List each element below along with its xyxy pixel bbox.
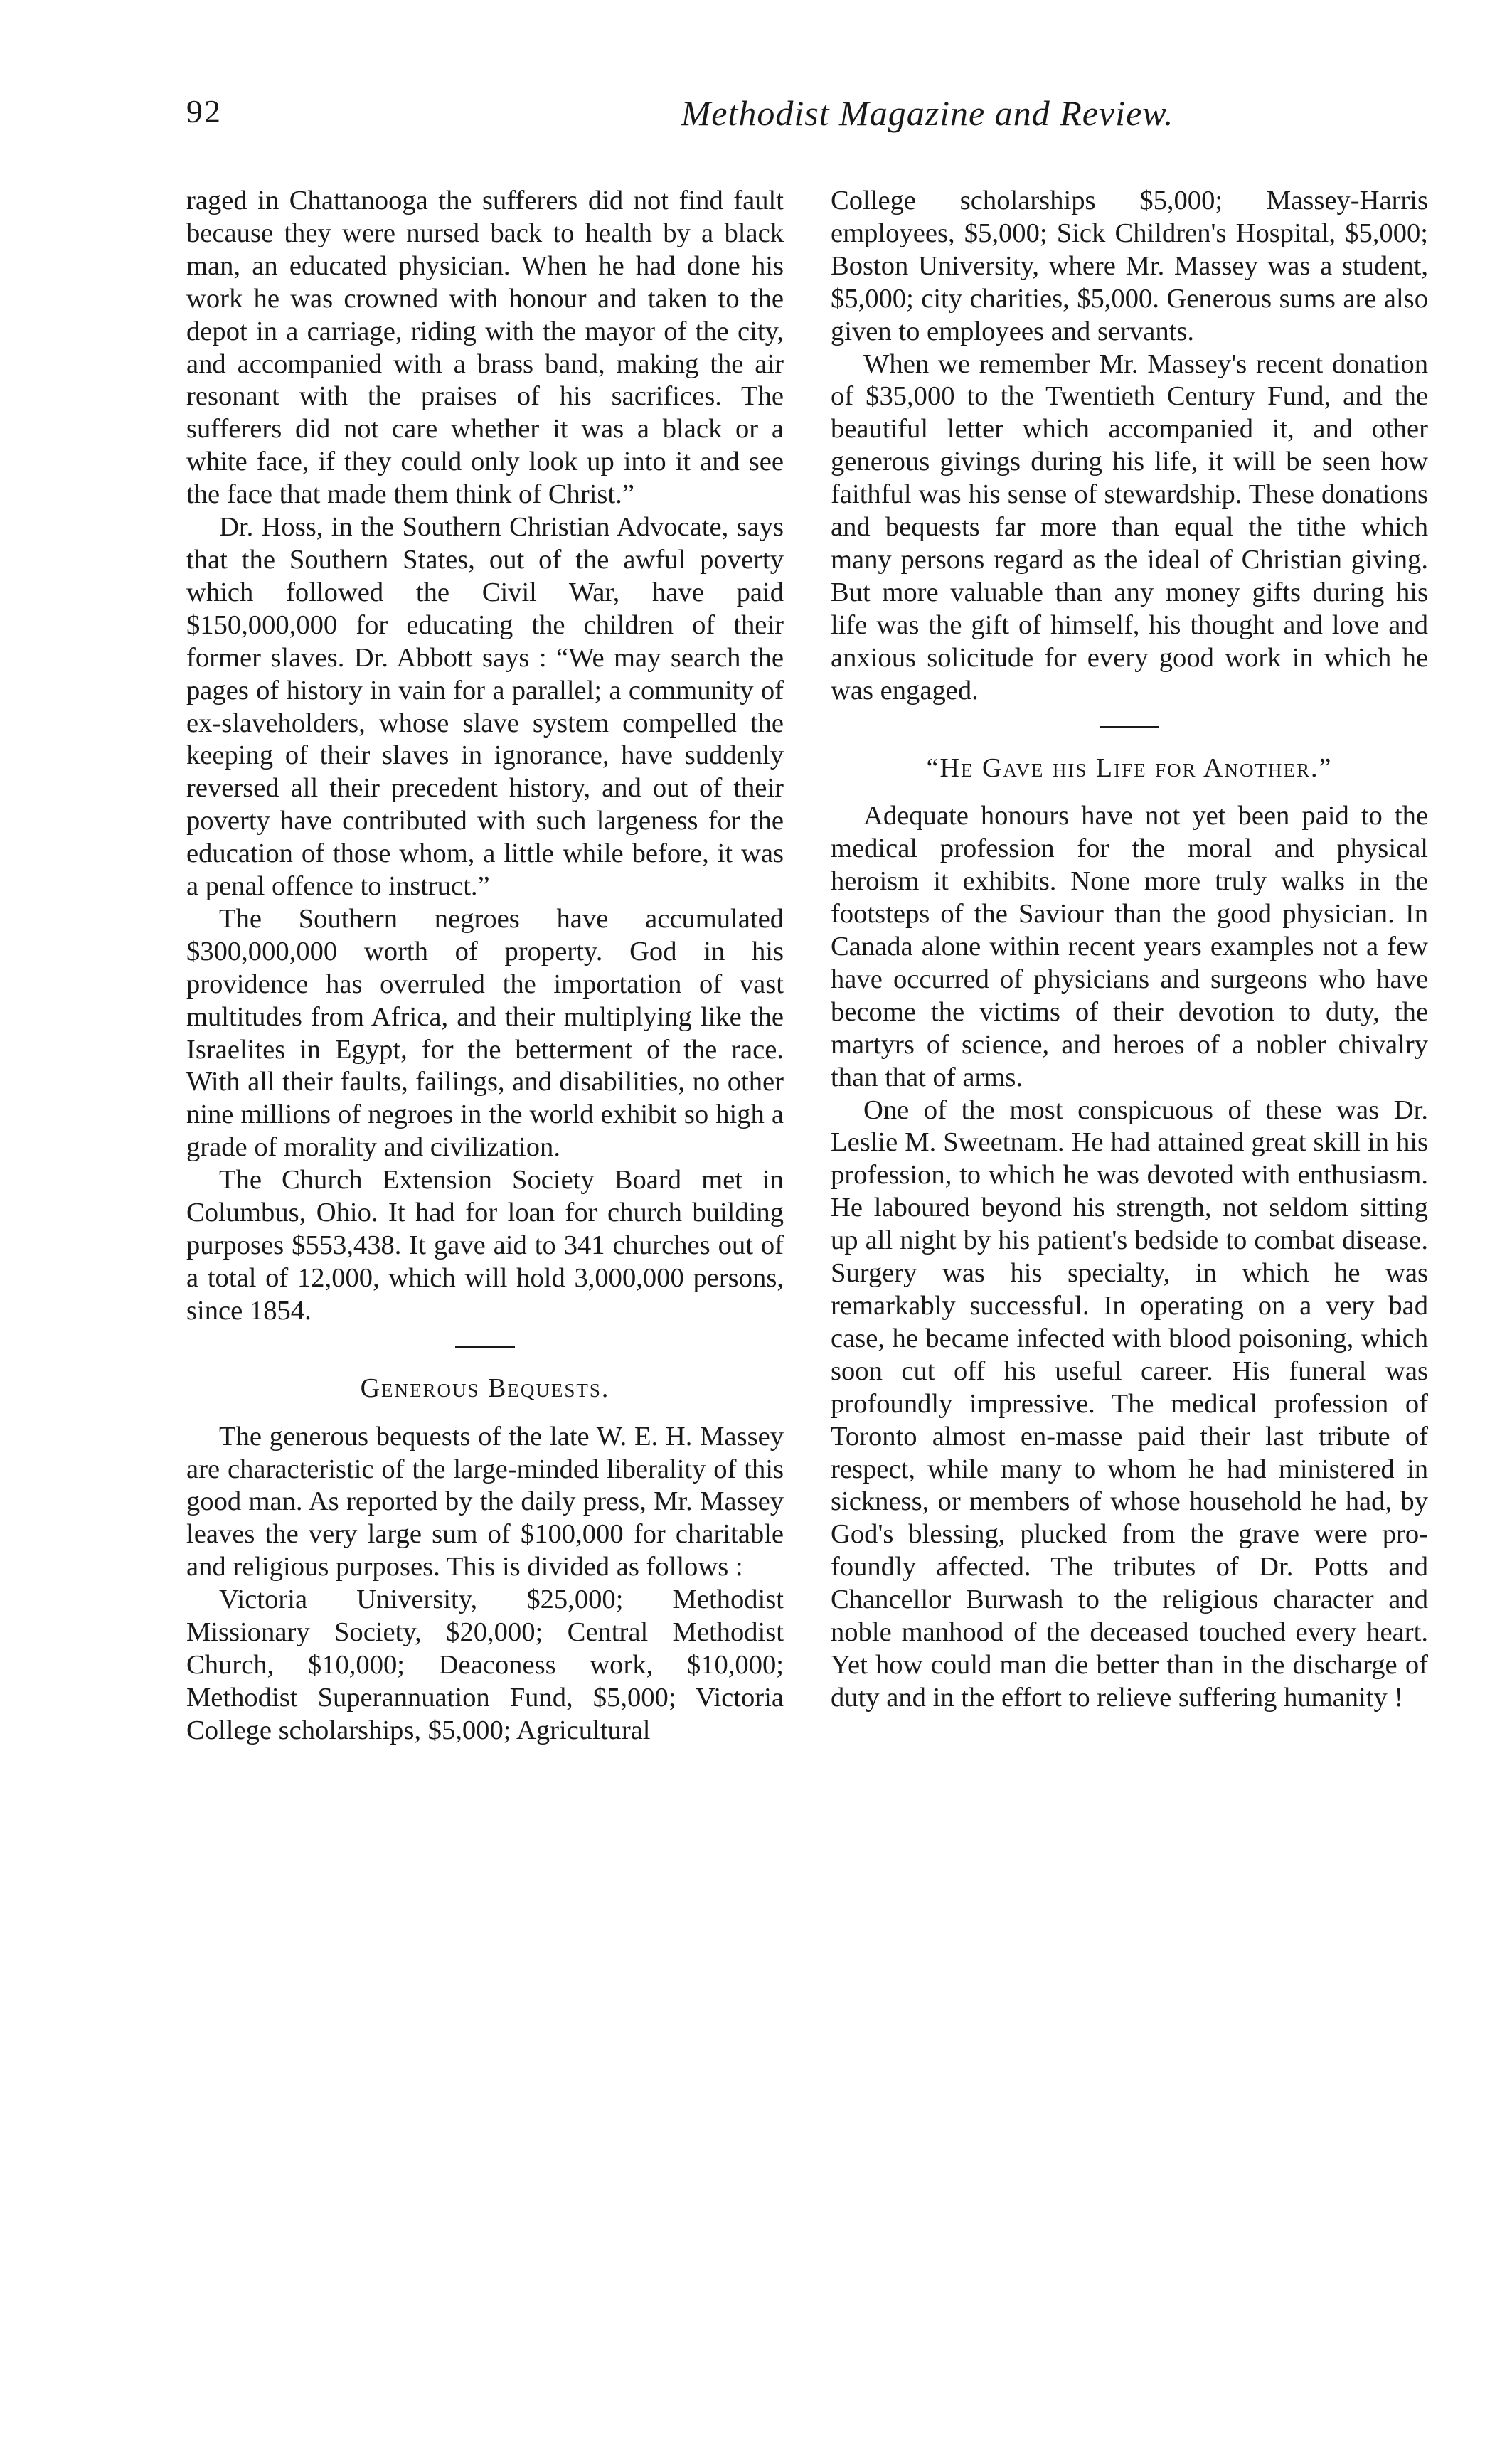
right-column	[831, 185, 1428, 1715]
paragraph: The Church Extension Society Board met in Columbus, Ohio. It had for loan for church building purposes $553,438. It gave aid to 341 churches out of a total of 12,000, which will hold 3,000,000 persons, since 1854.	[186, 1165, 784, 1326]
page-header	[186, 92, 1370, 149]
paragraph: The Southern negroes have accumulated $300,000,000 worth of property. God in his providence has overruled the importation of vast multitudes from Africa, and their multiplying like the Israelites in Egypt, for the betterment of the race. With all their faults, failings, and disabilities, no other nine millions of negroes in the world exhibit so high a grade of morality and civilization.	[186, 903, 784, 1163]
paragraph: raged in Chattanooga the sufferers did not find fault because they were nursed back to health by a black man, an educated physician. When he had done his work he was crowned with honour and taken to the depot in a carriage, riding with the mayor of the city, and accompanied with a brass band, making the air resonant with the praises of his sacrifices. The sufferers did not care whether it was a black or a white face, if they could only look up into it and see the face that made them think of Christ.”	[186, 186, 784, 510]
section-divider	[1100, 726, 1159, 728]
running-title: Methodist Magazine and Review.	[681, 93, 1174, 133]
left-column	[186, 185, 784, 1747]
paragraph: The generous bequests of the late W. E. H. Massey are characteristic of the large-minded liberality of this good man. As reported by the daily press, Mr. Massey leaves the very large sum of $100,000 for charitable and religious purposes. This is divided as follows :	[186, 1421, 784, 1582]
section-heading: “He Gave his Life for Another.”	[926, 752, 1333, 783]
page-number: 92	[186, 93, 222, 129]
section-divider	[455, 1346, 515, 1348]
paragraph: One of the most conspicuous of these was Dr. Leslie M. Sweetnam. He had attained great skill in his profession, to which he was devoted with enthusiasm. He laboured beyond his strength, not seldom sitting up all night by his patient's bedside to combat disease. Surgery was his specialty, in which he was remarkably successful. In operating on a very bad case, he became infected with blood poisoning, which soon cut off his useful career. His funeral was profoundly impressive. The medical profession of Toronto almost en-masse paid their last tribute of respect, while many to whom he had ministered in sickness, or members of whose household he had, by God's blessing, plucked from the grave were profoundly affected. The tributes of Dr. Potts and Chancellor Burwash to the religious character and noble manhood of the deceased touched every heart. Yet how could man die better than in the discharge of duty and in the effort to relieve suffering humanity !	[831, 1095, 1428, 1713]
paragraph: College scholarships $5,000; Massey-Harris employees, $5,000; Sick Children's Hospital, $5,000; Boston University, where Mr. Massey was a student, $5,000; city charities, $5,000. Generous sums are also given to employees and servants.	[831, 186, 1428, 346]
paragraph: Victoria University, $25,000; Methodist Missionary Society, $20,000; Central Methodist Church, $10,000; Deaconess work, $10,000; Methodist Superannuation Fund, $5,000; Victoria College scholarships, $5,000; Agricultural	[186, 1585, 784, 1745]
paragraph: When we remember Mr. Massey's recent donation of $35,000 to the Twentieth Century Fund, and the beautiful letter which accompanied it, and other generous givings during his life, it will be seen how faithful was his sense of stewardship. These donations and bequests far more than equal the tithe which many persons regard as the ideal of Christian giving. But more valuable than any money gifts during his life was the gift of himself, his thought and love and anxious solicitude for every good work in which he was engaged.	[831, 348, 1428, 706]
paragraph: Dr. Hoss, in the Southern Christian Advocate, says that the Southern States, out of the awful poverty which followed the Civil War, have paid $150,000,000 for educating the children of their former slaves. Dr. Abbott says : “We may search the pages of history in vain for a parallel; a community of ex-slaveholders, whose slave system compelled the keeping of their slaves in ignorance, have suddenly reversed all their precedent history, and out of their poverty have contributed with such largeness for the education of those whom, a little while before, it was a penal offence to instruct.”	[186, 512, 784, 902]
section-heading: Generous Bequests.	[360, 1373, 610, 1403]
paragraph: Adequate honours have not yet been paid to the medical profession for the moral and physical heroism it exhibits. None more truly walks in the footsteps of the Saviour than the good physician. In Canada alone within recent years examples not a few have occurred of physicians and surgeons who have become the victims of their devotion to duty, the martyrs of science, and heroes of a nobler chivalry than that of arms.	[831, 801, 1428, 1092]
